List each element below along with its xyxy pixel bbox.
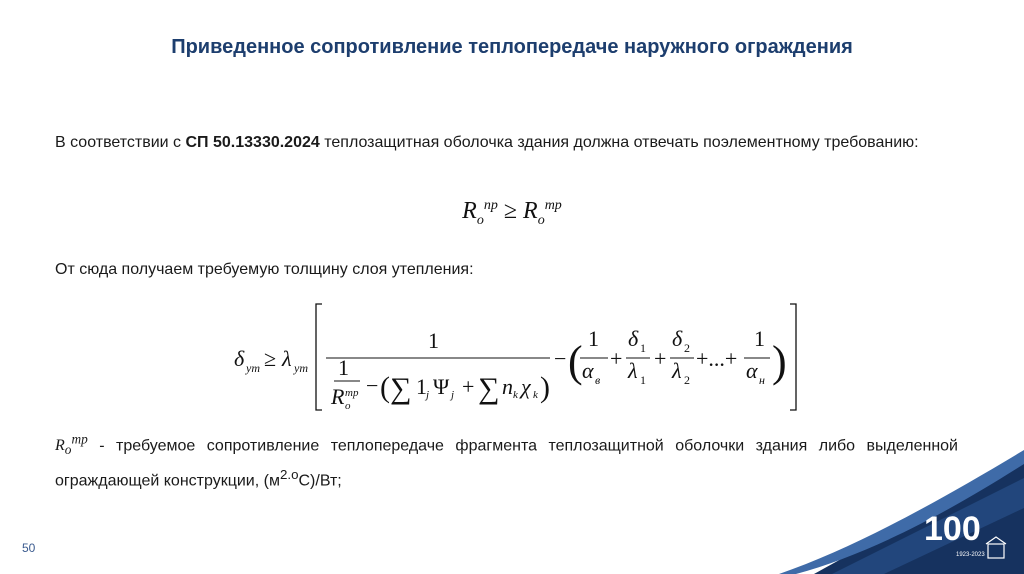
svg-text:Ψ: Ψ [433,374,450,399]
svg-text:н: н [759,373,765,387]
svg-text:+: + [462,374,475,399]
svg-text:1: 1 [640,341,646,355]
svg-text:χ: χ [521,374,531,399]
definition-symbol: $R_o^{тр}$ [55,432,88,458]
svg-text:j: j [451,389,455,401]
left-resistance: $R_o^{пр}$ [462,198,498,228]
svg-text:δ: δ [672,326,683,351]
svg-text:α: α [746,358,758,383]
svg-text:−: − [554,346,567,371]
svg-text:+: + [654,346,667,371]
svg-text:1923-2023: 1923-2023 [956,552,985,558]
svg-text:): ) [540,371,550,404]
inequality-sign: ≥ [503,198,518,224]
svg-text:1: 1 [588,326,599,351]
definition-text: - требуемое сопротивление теплопередаче фрагмента теплозащитной оболочки здания либо выделенной ограждающей конструкции, (м [55,437,958,489]
unit-end: С)/Вт; [298,471,342,489]
page-number: 50 [22,541,36,555]
insulation-thickness-formula [230,298,800,416]
svg-text:1: 1 [428,328,439,353]
intro-prefix: В соответствии с [55,134,186,151]
svg-text:j: j [426,389,430,401]
svg-text:−: − [366,373,379,398]
svg-text:k: k [513,389,518,401]
svg-text:o: o [345,400,351,412]
svg-text:в: в [595,373,601,387]
svg-text:2: 2 [684,341,690,355]
svg-text:ут: ут [246,361,260,375]
svg-text:∑: ∑ [390,372,412,405]
standard-reference: СП 50.13330.2024 [185,134,320,151]
corner-decoration [724,444,1024,574]
unit-superscript: 2.о [279,466,299,482]
thickness-intro: От сюда получаем требуемую толщину слоя утепления: [55,261,474,278]
svg-text:ут: ут [294,361,308,375]
svg-text:λ: λ [628,358,638,383]
svg-text:2: 2 [684,373,690,387]
svg-text:δ: δ [234,346,245,371]
svg-text:λ: λ [282,346,292,371]
svg-text:α: α [582,358,594,383]
svg-text:1: 1 [416,374,427,399]
svg-text:k: k [533,389,538,401]
intro-suffix: теплозащитная оболочка здания должна отвечать поэлементному требованию: [319,134,919,151]
svg-text:+...+: +...+ [696,346,738,371]
svg-text:1: 1 [640,373,646,387]
svg-text:(: ( [380,371,390,404]
svg-text:1: 1 [754,326,765,351]
svg-text:λ: λ [672,358,682,383]
svg-text:тр: тр [345,387,359,399]
svg-text:): ) [772,337,787,386]
svg-text:R: R [331,384,345,409]
svg-text:1: 1 [338,355,349,380]
intro-paragraph [55,131,958,155]
svg-text:n: n [502,374,513,399]
right-resistance: $R_o^{тр}$ [523,198,562,228]
resistance-inequality [0,198,1024,229]
svg-text:100: 100 [924,510,981,548]
slide-title: Приведенное сопротивление теплопередаче наружного ограждения [171,36,853,58]
svg-text:+: + [610,346,623,371]
svg-text:(: ( [568,337,583,386]
svg-text:≥: ≥ [264,346,277,371]
svg-text:δ: δ [628,326,639,351]
svg-text:∑: ∑ [478,372,500,405]
